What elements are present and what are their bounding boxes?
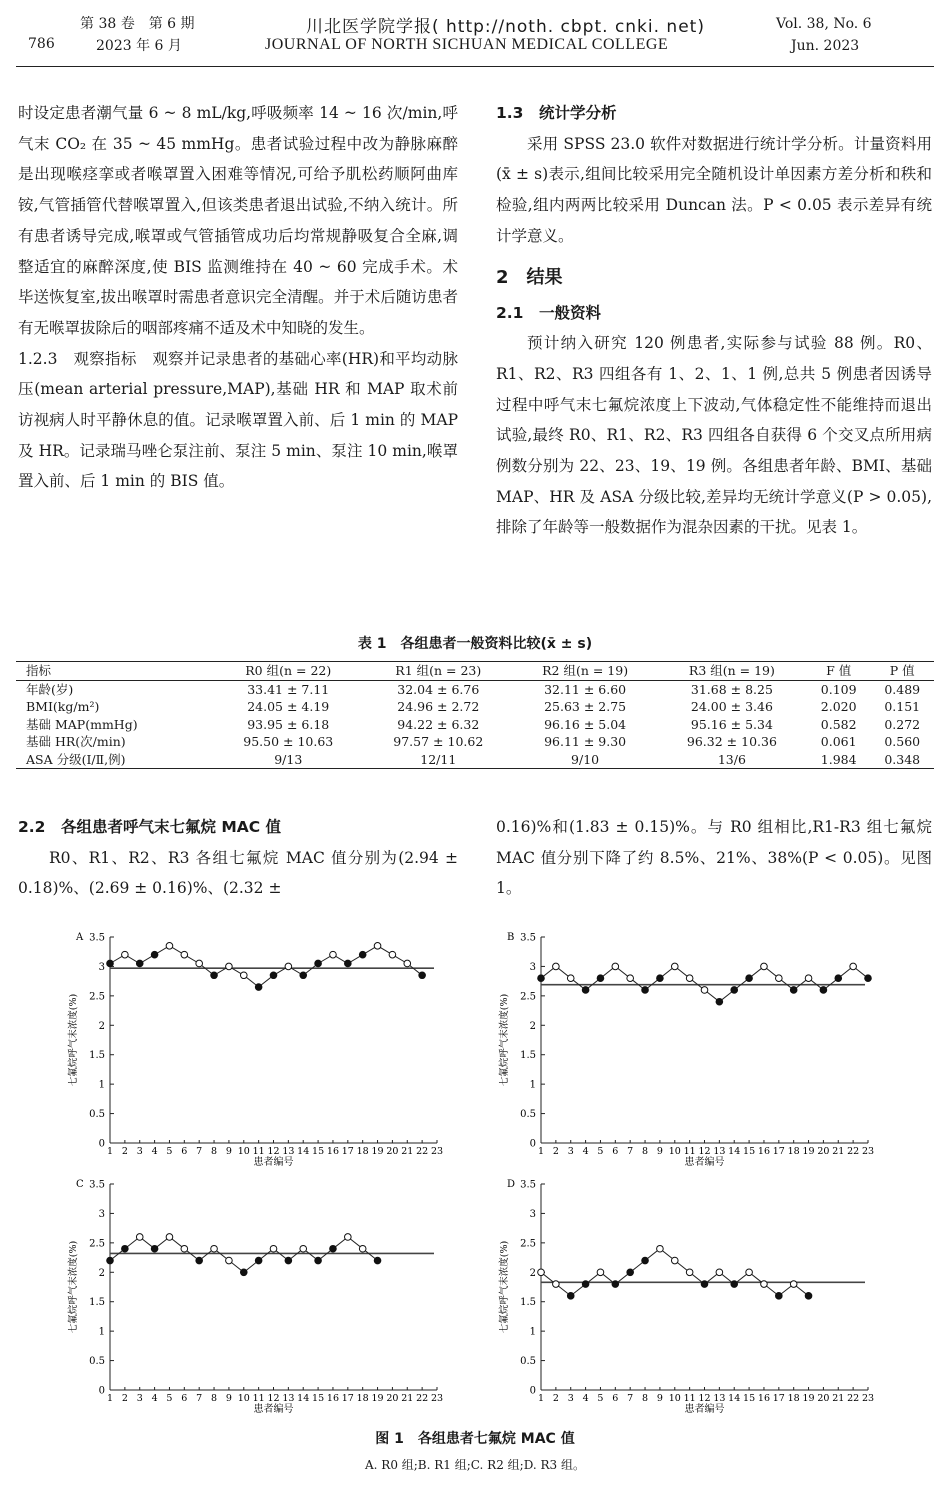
patient-negative-point <box>776 975 783 982</box>
patient-negative-point <box>671 963 678 970</box>
table-cell: 33.41 ± 7.11 <box>247 681 330 697</box>
x-tick-label: 8 <box>211 1393 218 1404</box>
x-axis-label: 患者编号 <box>253 1404 294 1415</box>
x-tick-label: 3 <box>136 1393 143 1404</box>
x-tick-label: 2 <box>121 1146 128 1157</box>
patient-negative-point <box>389 951 396 958</box>
patient-positive-point <box>300 972 307 979</box>
x-axis-label: 患者编号 <box>253 1157 294 1168</box>
x-tick-label: 9 <box>225 1393 232 1404</box>
table-cell: 12/11 <box>420 751 457 767</box>
patient-negative-point <box>211 1245 218 1252</box>
y-tick-label: 1 <box>529 1326 536 1338</box>
patient-positive-point <box>746 975 753 982</box>
x-tick-label: 13 <box>713 1393 726 1404</box>
patient-positive-point <box>790 987 797 994</box>
x-tick-label: 8 <box>211 1146 218 1157</box>
table-header-row <box>16 662 934 681</box>
patient-positive-point <box>835 975 842 982</box>
patient-negative-point <box>686 1269 693 1276</box>
x-tick-label: 3 <box>136 1146 143 1157</box>
panel-label: B <box>507 932 515 943</box>
patient-positive-point <box>612 1281 619 1288</box>
x-tick-label: 3 <box>567 1146 574 1157</box>
table-cell: 2.020 <box>820 699 857 714</box>
patient-positive-point <box>865 975 872 982</box>
x-axis-label: 患者编号 <box>684 1404 725 1415</box>
patient-positive-point <box>122 1245 129 1252</box>
table-cell: ASA 分级(Ⅰ/Ⅱ,例) <box>26 751 126 767</box>
mac-paragraph-start: R0、R1、R2、R3 各组七氟烷 MAC 值分别为(2.94 ± 0.18)%、(2.69 ± 0.16)%、(2.32 ± <box>18 848 458 898</box>
patient-negative-point <box>761 963 768 970</box>
x-tick-label: 14 <box>728 1146 741 1157</box>
y-tick-label: 0 <box>98 1138 105 1150</box>
patient-negative-point <box>746 1269 753 1276</box>
x-tick-label: 1 <box>537 1393 545 1404</box>
x-tick-label: 10 <box>668 1146 681 1157</box>
patient-negative-point <box>538 1269 545 1276</box>
x-tick-label: 19 <box>802 1146 815 1157</box>
y-axis-label: 七氟烷呼气末浓度(%) <box>499 993 510 1087</box>
table-row <box>16 680 934 698</box>
x-tick-label: 19 <box>371 1393 384 1404</box>
x-tick-label: 7 <box>627 1393 634 1404</box>
patient-negative-point <box>761 1281 768 1288</box>
x-tick-label: 2 <box>552 1146 559 1157</box>
patient-positive-point <box>107 1257 114 1264</box>
x-tick-label: 10 <box>237 1393 250 1404</box>
patient-negative-point <box>330 951 337 958</box>
y-tick-label: 2.5 <box>89 991 105 1003</box>
x-tick-label: 15 <box>743 1393 756 1404</box>
y-tick-label: 2 <box>529 1020 536 1032</box>
y-tick-label: 2.5 <box>520 1238 536 1250</box>
y-tick-label: 2 <box>98 1020 105 1032</box>
table-header-cell: F 值 <box>826 663 852 678</box>
patient-positive-point <box>211 972 218 979</box>
x-tick-label: 19 <box>802 1393 815 1404</box>
y-tick-label: 3.5 <box>520 932 536 944</box>
patient-negative-point <box>627 975 634 982</box>
x-tick-label: 15 <box>312 1146 325 1157</box>
table-cell: 95.50 ± 10.63 <box>243 734 334 749</box>
table-cell: 13/6 <box>717 751 746 767</box>
x-tick-label: 13 <box>282 1146 295 1157</box>
x-tick-label: 3 <box>567 1393 574 1404</box>
y-tick-label: 3.5 <box>89 932 105 944</box>
x-tick-label: 4 <box>151 1146 158 1157</box>
table-cell: 0.582 <box>820 716 857 732</box>
y-tick-label: 0 <box>529 1385 536 1397</box>
patient-negative-point <box>567 975 574 982</box>
right-column <box>496 98 932 543</box>
table-cell: 0.151 <box>884 699 921 714</box>
table-cell: 0.560 <box>884 734 921 749</box>
y-tick-label: 1.5 <box>89 1297 105 1309</box>
y-tick-label: 3 <box>98 961 105 973</box>
table-row <box>16 751 934 769</box>
panel-label: A <box>76 932 84 943</box>
y-tick-label: 2 <box>529 1267 536 1279</box>
y-tick-label: 1 <box>98 1079 105 1091</box>
x-tick-label: 8 <box>642 1146 649 1157</box>
patient-negative-point <box>805 975 812 982</box>
table-header-cell: R0 组(n = 22) <box>245 663 332 678</box>
x-tick-label: 5 <box>597 1393 604 1404</box>
table-cell: 97.57 ± 10.62 <box>393 734 484 749</box>
x-tick-label: 12 <box>698 1146 711 1157</box>
x-tick-label: 17 <box>341 1146 354 1157</box>
patient-negative-point <box>240 972 247 979</box>
x-tick-label: 16 <box>326 1393 340 1404</box>
y-tick-label: 1.5 <box>520 1297 536 1309</box>
patient-negative-point <box>181 1245 188 1252</box>
patient-positive-point <box>240 1269 247 1276</box>
section-1-3-heading: 1.3 统计学分析 <box>496 104 617 122</box>
patient-negative-point <box>597 1269 604 1276</box>
figure-1-mac-charts <box>0 920 950 1430</box>
y-tick-label: 0 <box>529 1138 536 1150</box>
patient-positive-point <box>315 1257 322 1264</box>
x-tick-label: 18 <box>356 1393 369 1404</box>
table-cell: 0.272 <box>884 716 921 732</box>
y-tick-label: 1.5 <box>89 1050 105 1062</box>
patient-positive-point <box>582 987 589 994</box>
general-data-paragraph: 预计纳入研究 120 例患者,实际参与试验 88 例。R0、R1、R2、R3 四组各有 1、2、1、1 例,总共 5 例患者因诱导过程中呼气末七氟烷浓度上下波动,气体稳定性不能维持而退出试验,最终 R0、R1、R2、R3 四组各自获得 6 个交叉点所用病例数分别为 22、23、19、19 例。各组患者年龄、BMI、基础 MAP、HR 及 ASA 分级比较,差异均无统计学意义(P > 0.05),排除了年龄等一般数据作为混杂因素的干扰。见表 1。 <box>496 334 932 537</box>
journal-title-en: JOURNAL OF NORTH SICHUAN MEDICAL COLLEGE <box>265 36 669 53</box>
patient-positive-point <box>642 1257 649 1264</box>
figure-note: A. R0 组;B. R1 组;C. R2 组;D. R3 组。 <box>364 1458 585 1472</box>
x-tick-label: 6 <box>612 1146 619 1157</box>
patient-positive-point <box>627 1269 634 1276</box>
x-tick-label: 9 <box>656 1393 663 1404</box>
patient-negative-point <box>404 960 411 967</box>
x-tick-label: 22 <box>416 1393 429 1404</box>
x-tick-label: 16 <box>757 1393 771 1404</box>
table-cell: 1.984 <box>820 751 857 767</box>
table-cell: 25.63 ± 2.75 <box>544 699 627 714</box>
x-tick-label: 18 <box>356 1146 369 1157</box>
x-tick-label: 7 <box>196 1393 203 1404</box>
stats-paragraph: 采用 SPSS 23.0 软件对数据进行统计学分析。计量资料用(x̄ ± s)表示,组间比较采用完全随机设计单因素方差分析和秩和检验,组内两两比较采用 Duncan 法。P < 0.05 表示差异有统计学意义。 <box>496 134 932 245</box>
patient-positive-point <box>359 951 366 958</box>
x-tick-label: 20 <box>386 1393 399 1404</box>
x-tick-label: 2 <box>552 1393 559 1404</box>
table-caption: 表 1 各组患者一般资料比较(x̄ ± s) <box>357 636 593 652</box>
x-tick-label: 17 <box>772 1146 785 1157</box>
x-tick-label: 23 <box>430 1146 444 1157</box>
methods-paragraph: 时设定患者潮气量 6 ~ 8 mL/kg,呼吸频率 14 ~ 16 次/min,呼气末 CO₂ 在 35 ~ 45 mmHg。患者试验过程中改为静脉麻醉是出现喉痉挛或者喉罩置入困难等情况,可给予肌松药顺阿曲库铵,气管插管代替喉罩置入,但该类患者退出试验,不纳入统计。所有患者诱导完成,喉罩或气管插管成功后均常规静吸复合全麻,调整适宜的麻醉深度,使 BIS 监测维持在 40 ~ 60 完成手术。术毕送恢复室,拔出喉罩时需患者意识完全清醒。并于术后随访患者有无喉罩拔除后的咽部疼痛不适及术中知晓的发生。 <box>18 104 458 337</box>
patient-negative-point <box>270 1245 277 1252</box>
y-tick-label: 0.5 <box>520 1109 536 1121</box>
table-cell: 96.16 ± 5.04 <box>544 716 627 732</box>
y-axis-label: 七氟烷呼气末浓度(%) <box>68 993 79 1087</box>
patient-negative-point <box>671 1257 678 1264</box>
table-cell: 9/10 <box>571 751 600 767</box>
patient-negative-point <box>553 1281 560 1288</box>
x-tick-label: 8 <box>642 1393 649 1404</box>
y-tick-label: 3.5 <box>89 1179 105 1191</box>
table-cell: 94.22 ± 6.32 <box>397 716 480 732</box>
date-en: Jun. 2023 <box>791 38 860 54</box>
table-cell: 32.11 ± 6.60 <box>544 681 627 697</box>
x-tick-label: 7 <box>196 1146 203 1157</box>
patient-negative-point <box>181 951 188 958</box>
y-tick-label: 0.5 <box>520 1356 536 1368</box>
patient-positive-point <box>538 975 545 982</box>
y-tick-label: 3 <box>529 961 536 973</box>
x-tick-label: 14 <box>728 1393 741 1404</box>
y-tick-label: 3 <box>98 1208 105 1220</box>
patient-negative-point <box>196 960 203 967</box>
patient-positive-point <box>374 1257 381 1264</box>
patient-positive-point <box>255 1257 262 1264</box>
x-tick-label: 20 <box>386 1146 399 1157</box>
section-2-2-right <box>496 812 932 904</box>
table-cell: 24.05 ± 4.19 <box>247 699 330 714</box>
table-cell: 24.96 ± 2.72 <box>397 699 480 714</box>
y-tick-label: 1 <box>529 1079 536 1091</box>
x-tick-label: 23 <box>430 1393 444 1404</box>
table-general-data <box>16 661 934 769</box>
volume-en: Vol. 38, No. 6 <box>776 16 872 32</box>
x-tick-label: 9 <box>656 1146 663 1157</box>
x-tick-label: 4 <box>582 1146 589 1157</box>
patient-negative-point <box>716 1269 723 1276</box>
patient-positive-point <box>582 1281 589 1288</box>
section-2-2-left <box>18 812 458 904</box>
x-tick-label: 6 <box>181 1146 188 1157</box>
patient-positive-point <box>151 951 158 958</box>
x-tick-label: 17 <box>341 1393 354 1404</box>
left-column <box>18 98 458 497</box>
table-cell: 31.68 ± 8.25 <box>690 681 773 697</box>
patient-positive-point <box>731 1281 738 1288</box>
x-tick-label: 15 <box>312 1393 325 1404</box>
patient-negative-point <box>790 1281 797 1288</box>
section-2-1-heading: 2.1 一般资料 <box>496 303 601 322</box>
section-2-2-heading: 2.2 各组患者呼气末七氟烷 MAC 值 <box>18 818 282 836</box>
concentration-series-line <box>541 1249 809 1296</box>
x-tick-label: 10 <box>668 1393 681 1404</box>
patient-negative-point <box>345 1234 352 1241</box>
table-cell: 0.348 <box>884 751 921 767</box>
x-tick-label: 11 <box>252 1146 265 1157</box>
x-tick-label: 13 <box>713 1146 726 1157</box>
y-tick-label: 3 <box>529 1208 536 1220</box>
observation-paragraph <box>18 344 458 498</box>
x-tick-label: 18 <box>787 1146 800 1157</box>
mac-paragraph-end: 0.16)%和(1.83 ± 0.15)%。与 R0 组相比,R1-R3 组七氟烷 MAC 值分别下降了约 8.5%、21%、38%(P < 0.05)。见图 1。 <box>496 818 932 898</box>
x-tick-label: 13 <box>282 1393 295 1404</box>
x-tick-label: 21 <box>401 1146 414 1157</box>
x-tick-label: 20 <box>817 1393 830 1404</box>
y-tick-label: 1 <box>98 1326 105 1338</box>
section-2-heading: 2 结果 <box>496 266 563 288</box>
patient-positive-point <box>820 987 827 994</box>
x-tick-label: 7 <box>627 1146 634 1157</box>
patient-negative-point <box>166 1234 173 1241</box>
patient-positive-point <box>805 1293 812 1300</box>
x-tick-label: 4 <box>151 1393 158 1404</box>
table-cell: BMI(kg/m²) <box>26 699 100 714</box>
figure-caption: 图 1 各组患者七氟烷 MAC 值 <box>375 1431 575 1447</box>
patient-positive-point <box>151 1245 158 1252</box>
table-cell: 96.11 ± 9.30 <box>544 734 627 749</box>
journal-title-cn: 川北医学院学报( http://noth. cbpt. cnki. net) <box>306 17 705 37</box>
table-cell: 93.95 ± 6.18 <box>247 716 330 732</box>
issue-date-cn: 2023 年 6 月 <box>96 38 182 54</box>
x-tick-label: 15 <box>743 1146 756 1157</box>
table-header-cell: R1 组(n = 23) <box>395 663 482 678</box>
patient-positive-point <box>657 975 664 982</box>
subsection-1-2-3-heading: 1.2.3 观察指标 <box>18 349 137 368</box>
patient-negative-point <box>612 963 619 970</box>
x-tick-label: 19 <box>371 1146 384 1157</box>
patient-negative-point <box>300 1245 307 1252</box>
x-tick-label: 5 <box>597 1146 604 1157</box>
patient-negative-point <box>553 963 560 970</box>
patient-negative-point <box>374 943 381 950</box>
x-tick-label: 16 <box>757 1146 771 1157</box>
patient-positive-point <box>285 1257 292 1264</box>
x-tick-label: 5 <box>166 1146 173 1157</box>
y-tick-label: 2.5 <box>520 991 536 1003</box>
patient-positive-point <box>597 975 604 982</box>
x-tick-label: 1 <box>537 1146 545 1157</box>
table-cell: 年龄(岁) <box>26 681 74 697</box>
patient-negative-point <box>226 963 233 970</box>
x-tick-label: 2 <box>121 1393 128 1404</box>
patient-negative-point <box>701 987 708 994</box>
patient-positive-point <box>196 1257 203 1264</box>
panel-label: D <box>507 1179 516 1190</box>
y-tick-label: 1.5 <box>520 1050 536 1062</box>
x-tick-label: 10 <box>237 1146 250 1157</box>
y-tick-label: 2 <box>98 1267 105 1279</box>
y-tick-label: 0 <box>98 1385 105 1397</box>
table-cell: 0.061 <box>820 734 857 749</box>
x-tick-label: 23 <box>861 1393 875 1404</box>
patient-positive-point <box>255 984 262 991</box>
patient-positive-point <box>776 1293 783 1300</box>
x-tick-label: 22 <box>847 1393 860 1404</box>
header-rule <box>16 66 934 67</box>
table-header-cell: P 值 <box>889 663 915 678</box>
x-tick-label: 18 <box>787 1393 800 1404</box>
table-header-cell: 指标 <box>26 663 52 678</box>
x-tick-label: 21 <box>832 1393 845 1404</box>
y-tick-label: 2.5 <box>89 1238 105 1250</box>
x-tick-label: 1 <box>106 1146 114 1157</box>
y-tick-label: 0.5 <box>89 1356 105 1368</box>
patient-positive-point <box>270 972 277 979</box>
patient-positive-point <box>642 987 649 994</box>
patient-positive-point <box>107 960 114 967</box>
observation-text: 观察并记录患者的基础心率(HR)和平均动脉压(mean arterial pressure,MAP),基础 HR 和 MAP 取术前访视病人时平静休息的值。记录喉罩置入前、后 1 min 的 MAP 及 HR。记录瑞马唑仑泵注前、泵注 5 min、泵注 10 min,喉罩置入前、后 1 min 的 BIS 值。 <box>18 349 458 491</box>
patient-positive-point <box>345 960 352 967</box>
patient-negative-point <box>657 1245 664 1252</box>
patient-negative-point <box>359 1245 366 1252</box>
patient-negative-point <box>122 951 129 958</box>
patient-positive-point <box>136 960 143 967</box>
patient-positive-point <box>419 972 426 979</box>
panel-label: C <box>76 1179 84 1190</box>
table-cell: 24.00 ± 3.46 <box>690 699 773 714</box>
patient-negative-point <box>686 975 693 982</box>
patient-positive-point <box>716 998 723 1005</box>
x-tick-label: 11 <box>683 1146 696 1157</box>
patient-negative-point <box>285 963 292 970</box>
table-header-cell: R3 组(n = 19) <box>688 663 775 678</box>
x-tick-label: 12 <box>698 1393 711 1404</box>
table-cell: 0.489 <box>884 681 921 697</box>
x-tick-label: 23 <box>861 1146 875 1157</box>
table-row <box>16 716 934 734</box>
x-tick-label: 6 <box>612 1393 619 1404</box>
x-tick-label: 11 <box>683 1393 696 1404</box>
patient-positive-point <box>731 987 738 994</box>
table-cell: 9/13 <box>274 751 303 767</box>
x-tick-label: 9 <box>225 1146 232 1157</box>
patient-positive-point <box>330 1245 337 1252</box>
patient-negative-point <box>850 963 857 970</box>
x-tick-label: 5 <box>166 1393 173 1404</box>
y-tick-label: 3.5 <box>520 1179 536 1191</box>
table-header-cell: R2 组(n = 19) <box>542 663 629 678</box>
x-tick-label: 22 <box>847 1146 860 1157</box>
volume-issue: 第 38 卷 第 6 期 <box>80 16 195 32</box>
x-tick-label: 22 <box>416 1146 429 1157</box>
page-number: 786 <box>28 36 55 52</box>
x-tick-label: 20 <box>817 1146 830 1157</box>
patient-positive-point <box>567 1293 574 1300</box>
table-cell: 95.16 ± 5.34 <box>690 716 773 732</box>
x-tick-label: 12 <box>267 1146 280 1157</box>
x-tick-label: 16 <box>326 1146 340 1157</box>
table-cell: 32.04 ± 6.76 <box>397 681 480 697</box>
x-tick-label: 4 <box>582 1393 589 1404</box>
patient-negative-point <box>136 1234 143 1241</box>
table-row <box>16 698 934 716</box>
table-cell: 基础 MAP(mmHg) <box>26 716 138 732</box>
table-cell: 96.32 ± 10.36 <box>686 734 777 749</box>
x-tick-label: 21 <box>401 1393 414 1404</box>
x-tick-label: 6 <box>181 1393 188 1404</box>
x-tick-label: 1 <box>106 1393 114 1404</box>
x-tick-label: 12 <box>267 1393 280 1404</box>
patient-positive-point <box>315 960 322 967</box>
patient-negative-point <box>166 943 173 950</box>
table-cell: 0.109 <box>820 681 857 697</box>
table-cell: 基础 HR(次/min) <box>26 734 126 749</box>
concentration-series-line <box>110 1237 378 1272</box>
y-axis-label: 七氟烷呼气末浓度(%) <box>499 1240 510 1334</box>
y-axis-label: 七氟烷呼气末浓度(%) <box>68 1240 79 1334</box>
x-tick-label: 14 <box>297 1393 310 1404</box>
x-tick-label: 14 <box>297 1146 310 1157</box>
x-tick-label: 17 <box>772 1393 785 1404</box>
y-tick-label: 0.5 <box>89 1109 105 1121</box>
table-row <box>16 733 934 751</box>
patient-negative-point <box>226 1257 233 1264</box>
x-tick-label: 11 <box>252 1393 265 1404</box>
x-tick-label: 21 <box>832 1146 845 1157</box>
x-axis-label: 患者编号 <box>684 1157 725 1168</box>
patient-positive-point <box>701 1281 708 1288</box>
